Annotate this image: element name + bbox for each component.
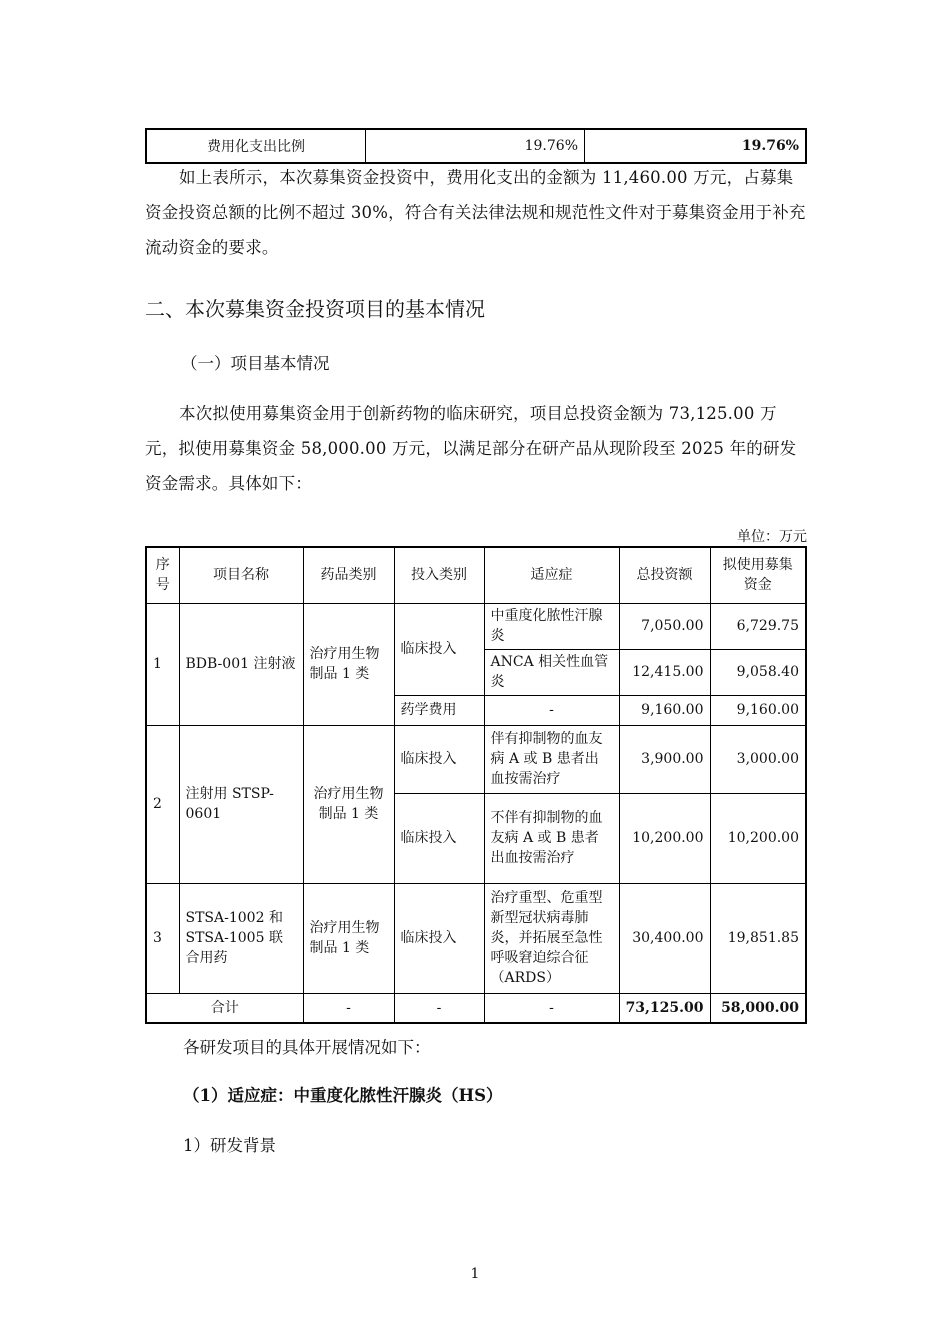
header-no: 序号 (146, 547, 179, 603)
raise-amount: 6,729.75 (710, 603, 806, 649)
paragraph-expense: 如上表所示，本次募集资金投资中，费用化支出的金额为 11,460.00 万元，占募集资金投资总额的比例不超过 30%，符合有关法律法规和规范性文件对于募集资金用于补充流动资金的要求。 (145, 168, 806, 257)
total-dash: - (394, 993, 484, 1023)
grand-raise-amount: 58,000.00 (710, 993, 806, 1023)
indication: 治疗重型、危重型新型冠状病毒肺炎，并拓展至急性呼吸窘迫综合征（ARDS） (484, 883, 619, 993)
table-row (146, 883, 806, 993)
header-invest-type: 投入类别 (394, 547, 484, 603)
table-row (146, 129, 806, 163)
total-dash: - (303, 993, 394, 1023)
drug-category: 治疗用生物制品 1 类 (303, 725, 394, 883)
raise-amount: 10,200.00 (710, 793, 806, 883)
header-name: 项目名称 (179, 547, 303, 603)
total-dash: - (484, 993, 619, 1023)
invest-type: 临床投入 (394, 725, 484, 793)
header-indication: 适应症 (484, 547, 619, 603)
indication: 中重度化脓性汗腺炎 (484, 603, 619, 649)
drug-category: 治疗用生物制品 1 类 (303, 603, 394, 725)
table-header-row (146, 547, 806, 603)
indication: - (484, 695, 619, 725)
paragraph-project-intro: 本次拟使用募集资金用于创新药物的临床研究，项目总投资金额为 73,125.00 万元，拟使用募集资金 58,000.00 万元，以满足部分在研产品从现阶段至 2025 年的研发资金需求。具体如下： (145, 404, 797, 493)
row-no: 3 (146, 883, 179, 993)
header-total: 总投资额 (619, 547, 710, 603)
table-row (146, 725, 806, 793)
ratio-label: 费用化支出比例 (146, 129, 366, 163)
invest-type: 药学费用 (394, 695, 484, 725)
ratio-value-1: 19.76% (366, 129, 585, 163)
invest-type: 临床投入 (394, 793, 484, 883)
project-name: STSA-1002 和 STSA-1005 联合用药 (179, 883, 303, 993)
unit-label: 单位：万元 (737, 529, 807, 545)
project-name: BDB-001 注射液 (179, 603, 303, 725)
subsection-heading: （一）项目基本情况 (181, 354, 330, 373)
table-total-row (146, 993, 806, 1023)
indication: ANCA 相关性血管炎 (484, 649, 619, 695)
row-no: 2 (146, 725, 179, 883)
header-category: 药品类别 (303, 547, 394, 603)
indication: 伴有抑制物的血友病 A 或 B 患者出血按需治疗 (484, 725, 619, 793)
indication-heading: （1）适应症：中重度化脓性汗腺炎（HS） (183, 1086, 503, 1105)
table-row (146, 603, 806, 649)
total-amount: 12,415.00 (619, 649, 710, 695)
header-raise: 拟使用募集资金 (710, 547, 806, 603)
indication: 不伴有抑制物的血友病 A 或 B 患者出血按需治疗 (484, 793, 619, 883)
expense-ratio-table (145, 128, 807, 164)
total-amount: 30,400.00 (619, 883, 710, 993)
total-amount: 10,200.00 (619, 793, 710, 883)
project-table (145, 546, 807, 1024)
invest-type: 临床投入 (394, 883, 484, 993)
total-amount: 3,900.00 (619, 725, 710, 793)
invest-type: 临床投入 (394, 603, 484, 695)
total-amount: 9,160.00 (619, 695, 710, 725)
page-number: 1 (470, 1266, 480, 1282)
raise-amount: 19,851.85 (710, 883, 806, 993)
section-heading: 二、本次募集资金投资项目的基本情况 (145, 297, 485, 321)
raise-amount: 9,160.00 (710, 695, 806, 725)
row-no: 1 (146, 603, 179, 725)
total-label: 合计 (146, 993, 303, 1023)
drug-category: 治疗用生物制品 1 类 (303, 883, 394, 993)
research-background-heading: 1）研发背景 (183, 1136, 276, 1155)
paragraph-projects-intro: 各研发项目的具体开展情况如下： (183, 1038, 431, 1057)
raise-amount: 9,058.40 (710, 649, 806, 695)
project-name: 注射用 STSP-0601 (179, 725, 303, 883)
raise-amount: 3,000.00 (710, 725, 806, 793)
ratio-value-2: 19.76% (585, 129, 807, 163)
grand-total-amount: 73,125.00 (619, 993, 710, 1023)
total-amount: 7,050.00 (619, 603, 710, 649)
